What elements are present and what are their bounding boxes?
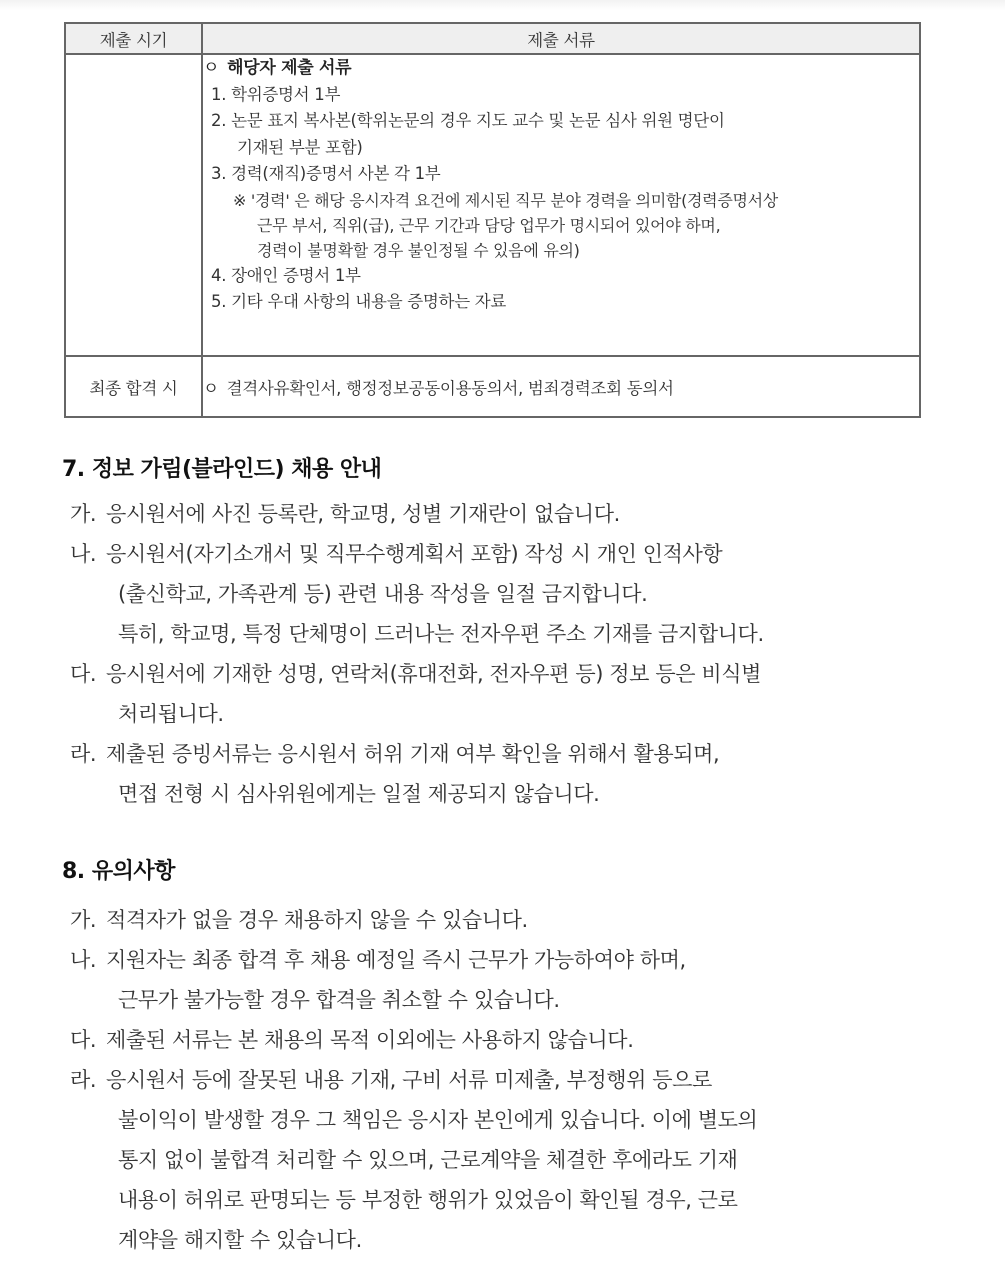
item-number: 4. xyxy=(211,265,227,285)
item-label: 다. xyxy=(70,1028,97,1052)
item-line: 특히, 학교명, 특정 단체명이 드러나는 전자우편 주소 기재를 금지합니다. xyxy=(118,622,764,646)
final-pass-documents-cell xyxy=(202,356,920,417)
item-line: 응시원서(자기소개서 및 직무수행계획서 포함) 작성 시 개인 인적사항 xyxy=(106,542,723,566)
table-header-row xyxy=(65,23,920,54)
table-row xyxy=(65,54,920,356)
header-submission-timing: 제출 시기 xyxy=(65,23,202,54)
item-text: 논문 표지 복사본(학위논문의 경우 지도 교수 및 논문 심사 위원 명단이 xyxy=(231,111,725,130)
section-8-item-da xyxy=(70,1020,930,1060)
item-number: 2. xyxy=(211,111,227,130)
item-line: 면접 전형 시 심사위원에게는 일절 제공되지 않습니다. xyxy=(118,782,600,806)
list-item xyxy=(203,161,919,188)
item-label: 가. xyxy=(70,908,97,932)
item-line: 응시원서에 사진 등록란, 학교명, 성별 기재란이 없습니다. xyxy=(106,502,620,526)
item-text: 장애인 증명서 1부 xyxy=(231,265,361,285)
list-item xyxy=(203,82,919,109)
item-label: 다. xyxy=(70,662,97,686)
item-text: 학위증명서 1부 xyxy=(231,84,341,104)
section-8-item-ra xyxy=(70,1060,930,1260)
item-text-continued: 기재된 부분 포함) xyxy=(237,137,363,157)
timing-cell-final-pass: 최종 합격 시 xyxy=(65,356,202,417)
list-item xyxy=(203,289,919,316)
top-shadow-bar xyxy=(0,0,1005,10)
item-line: 통지 없이 불합격 처리할 수 있으며, 근로계약을 체결한 후에라도 기재 xyxy=(118,1148,738,1172)
note-line: 근무 부서, 직위(급), 근무 기간과 담당 업무가 명시되어 있어야 하며, xyxy=(257,215,721,235)
circle-bullet-icon: ㅇ xyxy=(203,378,219,398)
section-8-item-ga xyxy=(70,900,930,940)
reference-mark-icon: ※ xyxy=(233,190,247,210)
item-line: 지원자는 최종 합격 후 채용 예정일 즉시 근무가 가능하여야 하며, xyxy=(106,948,686,972)
submission-documents-table xyxy=(64,22,921,418)
circle-bullet-icon: ㅇ xyxy=(203,58,220,78)
section-7-item-na xyxy=(70,534,930,654)
item-line: 처리됩니다. xyxy=(118,702,224,726)
section-7-item-ra xyxy=(70,734,930,814)
career-note xyxy=(203,188,919,263)
item-number: 3. xyxy=(211,164,227,183)
section-7-item-ga xyxy=(70,494,930,534)
item-line: 제출된 서류는 본 채용의 목적 이외에는 사용하지 않습니다. xyxy=(106,1028,634,1052)
item-line: 근무가 불가능할 경우 합격을 취소할 수 있습니다. xyxy=(118,988,560,1012)
section-8-item-na xyxy=(70,940,930,1020)
item-text: 경력(재직)증명서 사본 각 1부 xyxy=(231,164,441,183)
table-row xyxy=(65,356,920,417)
header-submission-documents: 제출 서류 xyxy=(202,23,920,54)
item-number: 5. xyxy=(211,292,227,311)
item-label: 나. xyxy=(70,948,97,972)
item-line: 적격자가 없을 경우 채용하지 않을 수 있습니다. xyxy=(106,908,528,932)
timing-cell-empty xyxy=(65,54,202,356)
final-pass-documents-text: 결격사유확인서, 행정정보공동이용동의서, 범죄경력조회 동의서 xyxy=(226,378,674,398)
item-line: 내용이 허위로 판명되는 등 부정한 행위가 있었음이 확인될 경우, 근로 xyxy=(118,1188,738,1212)
item-line: 응시원서에 기재한 성명, 연락처(휴대전화, 전자우편 등) 정보 등은 비식별 xyxy=(106,662,762,686)
item-line: 제출된 증빙서류는 응시원서 허위 기재 여부 확인을 위해서 활용되며, xyxy=(106,742,720,766)
note-line: '경력' 은 해당 응시자격 요건에 제시된 직무 분야 경력을 의미함(경력증명서상 xyxy=(250,190,778,210)
documents-subtitle-text: 해당자 제출 서류 xyxy=(227,58,352,78)
item-line: 응시원서 등에 잘못된 내용 기재, 구비 서류 미제출, 부정행위 등으로 xyxy=(106,1068,712,1092)
documents-cell xyxy=(202,54,920,356)
item-label: 나. xyxy=(70,542,97,566)
item-label: 가. xyxy=(70,502,97,526)
item-label: 라. xyxy=(70,1068,97,1092)
item-line: 계약을 해지할 수 있습니다. xyxy=(118,1228,362,1252)
section-7-item-da xyxy=(70,654,930,734)
section-8-title: 8. 유의사항 xyxy=(62,859,175,884)
item-line: (출신학교, 가족관계 등) 관련 내용 작성을 일절 금지합니다. xyxy=(118,582,648,606)
item-text: 기타 우대 사항의 내용을 증명하는 자료 xyxy=(231,292,507,311)
note-line: 경력이 불명확할 경우 불인정될 수 있음에 유의) xyxy=(257,240,580,260)
list-item xyxy=(203,263,919,290)
item-label: 라. xyxy=(70,742,97,766)
item-number: 1. xyxy=(211,84,227,104)
item-line: 불이익이 발생할 경우 그 책임은 응시자 본인에게 있습니다. 이에 별도의 xyxy=(118,1108,758,1132)
section-7-title: 7. 정보 가림(블라인드) 채용 안내 xyxy=(62,457,382,482)
list-item xyxy=(203,108,919,161)
documents-subtitle xyxy=(203,55,919,82)
